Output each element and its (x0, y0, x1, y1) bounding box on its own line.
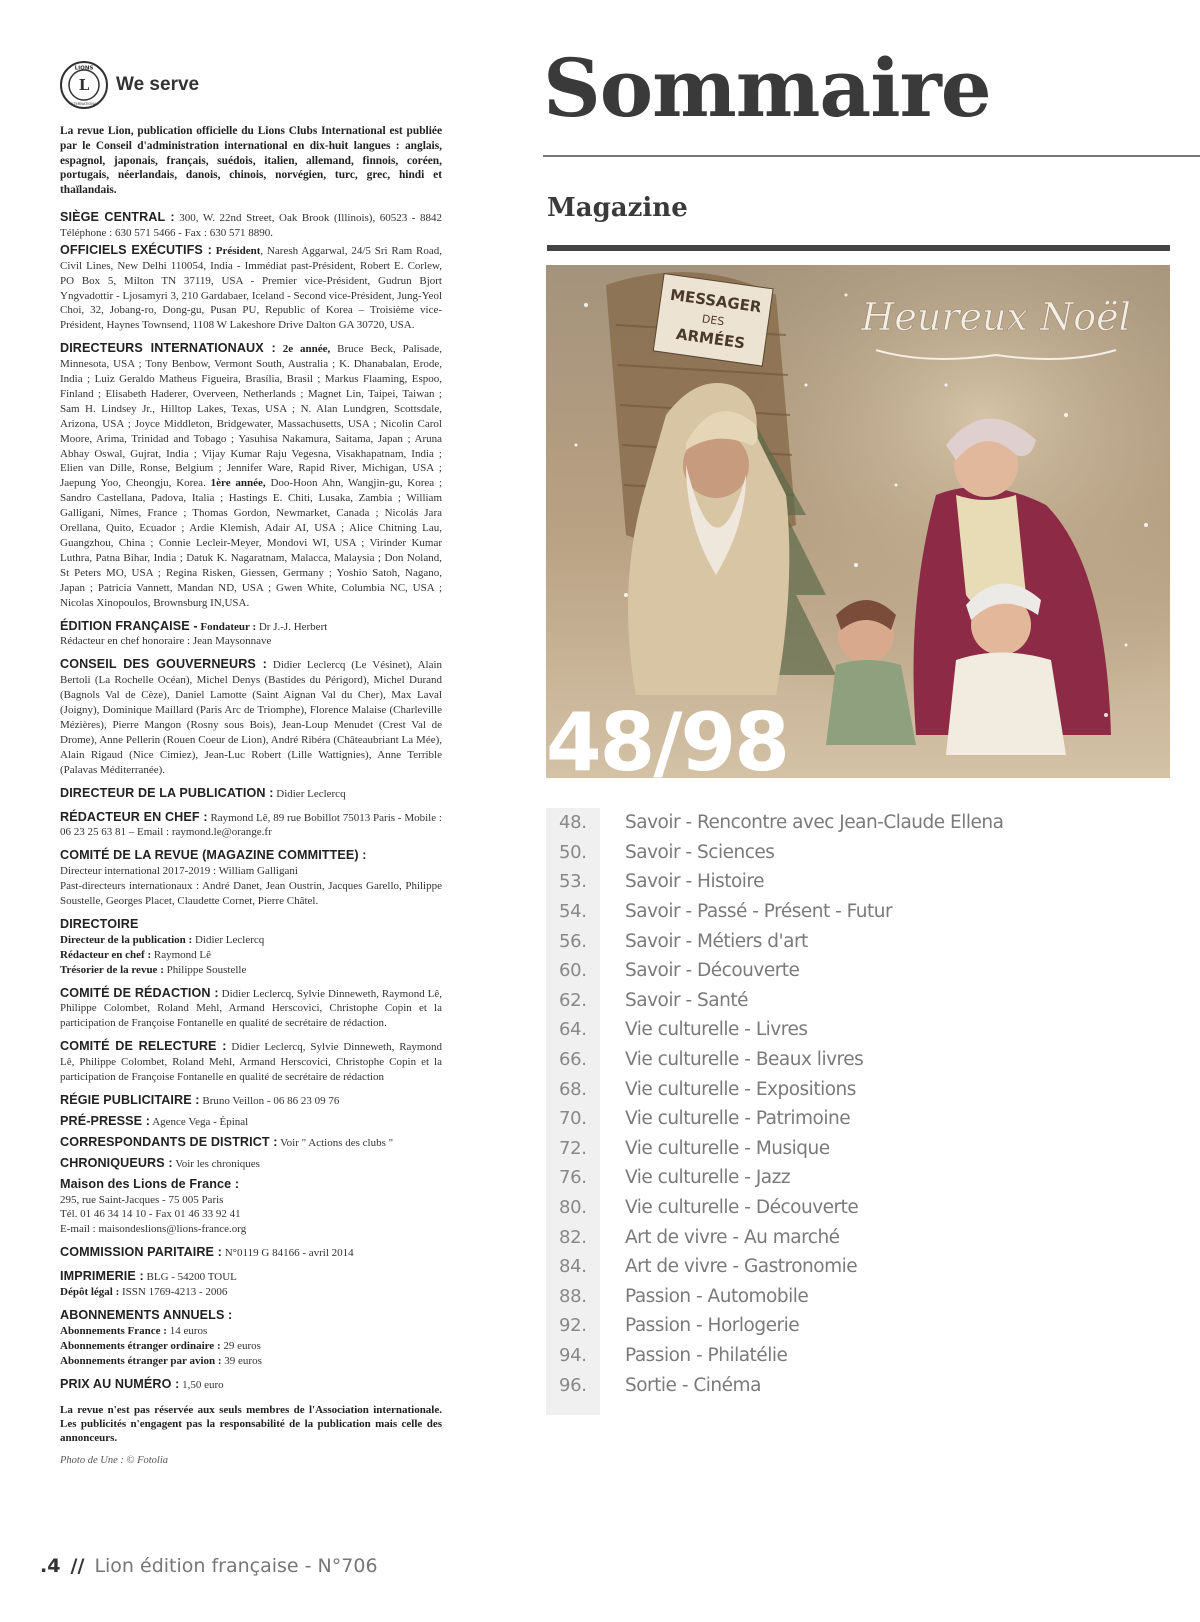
prepresse-block: PRÉ-PRESSE : Agence Vega - Épinal (60, 1113, 249, 1128)
maison-block: Maison des Lions de France : 295, rue Saint-Jacques - 75 005 Paris Tél. 01 46 34 14 10 - Fax 01 46 33 92 41 E-mail : maisondeslions@lions-france.org (60, 1176, 247, 1236)
page-footer (40, 1555, 378, 1577)
toc-page-number: 48. (559, 812, 587, 834)
toc-page-number: 72. (559, 1137, 587, 1159)
toc-entry[interactable] (546, 1311, 1106, 1341)
toc-entry[interactable] (546, 956, 1106, 986)
toc-entry[interactable] (546, 808, 1106, 838)
imprimerie-block: IMPRIMERIE : BLG - 54200 TOUL Dépôt légal : ISSN 1769-4213 - 2006 (60, 1269, 237, 1299)
toc-entry-label: Passion - Philatélie (625, 1344, 788, 1366)
section-title: Magazine (547, 193, 688, 223)
toc-page-number: 82. (559, 1226, 587, 1248)
section-divider (547, 245, 1170, 251)
toc-entry[interactable] (546, 1282, 1106, 1312)
title-divider (543, 155, 1200, 157)
toc-page-number: 70. (559, 1108, 587, 1130)
toc-entry[interactable] (546, 1104, 1106, 1134)
toc-entry[interactable] (546, 1222, 1106, 1252)
toc-page-number: 68. (559, 1078, 587, 1100)
masthead-column (60, 60, 442, 1466)
toc-entry[interactable] (546, 867, 1106, 897)
toc-entry[interactable] (546, 1074, 1106, 1104)
toc-entry-label: Vie culturelle - Découverte (625, 1197, 859, 1219)
toc-page-number: 54. (559, 901, 587, 923)
toc-entry[interactable] (546, 1252, 1106, 1282)
svg-text:INTERNATIONAL: INTERNATIONAL (69, 102, 99, 106)
directeur-publication-block: DIRECTEUR DE LA PUBLICATION : Didier Leclercq (60, 785, 346, 800)
edition-block: ÉDITION FRANÇAISE - Fondateur : Dr J.-J. Herbert Rédacteur en chef honoraire : Jean Maysonnave (60, 618, 328, 648)
toc-entry-label: Savoir - Sciences (625, 841, 775, 863)
toc-entry[interactable] (546, 986, 1106, 1016)
toc-entry-label: Passion - Horlogerie (625, 1315, 800, 1337)
toc-entry-label: Passion - Automobile (625, 1285, 809, 1307)
toc-entry[interactable] (546, 1163, 1106, 1193)
intro-paragraph: La revue Lion, publication officielle du Lions Clubs International est publiée par le Conseil d'administration international en dix-huit langues : anglais, espagnol, japonais, français, suédois, italien, allemand, finnois, coréen, portugais, néerlandais, danois, chinois, norvégien, turc, grec, hindi et thaïlandais. (60, 125, 442, 197)
officiels-block: OFFICIELS EXÉCUTIFS : Président, Naresh Aggarwal, 24/5 Sri Ram Road, Civil Lines, New Delhi 110054, India - Immédiat past-Président, Robert E. Corlew, PO Box 5, Milton TN 37119, USA - Premier vice-Président, Gudrun Bjort Yngvadottir - Ljosamyri 3, 210 Gardabaer, Iceland - Second vice-Président, Jung-Yeol Choi, 32, Jobang-ro, Dong-gu, Pusan PU, Republic of Korea – Troisième vice-Président, Haynes Townsend, 1108 W Lakeshore Drive Dalton GA 30720, USA. (60, 242, 442, 332)
toc-entry-label: Vie culturelle - Expositions (625, 1078, 856, 1100)
siege-block: SIÈGE CENTRAL : 300, W. 22nd Street, Oak Brook (Illinois), 60523 - 8842 Téléphone : 630 571 5466 - Fax : 630 571 8890. (60, 209, 442, 239)
chroniqueurs-block: CHRONIQUEURS : Voir les chroniques (60, 1155, 260, 1170)
page-number: .4 (40, 1555, 61, 1577)
toc-entry-label: Vie culturelle - Livres (625, 1019, 808, 1041)
maison-email: E-mail : maisondeslions@lions-france.org (60, 1223, 247, 1236)
directoire-block: DIRECTOIRE Directeur de la publication : Didier Leclercq Rédacteur en chef : Raymond Lê Trésorier de la revue : Philippe Soustelle (60, 916, 265, 976)
conseil-block: CONSEIL DES GOUVERNEURS : Didier Leclercq (Le Vésinet), Alain Bertoli (La Rochelle Océan), Michel Denys (Bastides du Périgord), Michel Durand (Bagnols Val de Cèze), Daniel Lamotte (Saint Aignan Val du Cher), Max Laval (Joigny), Dominique Maillard (Paris Arc de Triomphe), Florence Malaise (Charleville Mézières), Pierre Mangon (Rosny sous Bois), Jean-Loup Menudet (Crest Val de Drome), Anne Pellerin (Rouen Coeur de Lion), André Ribéra (Châteaubriant La Mée), Alain Rigaud (Nice Cimiez), Jean-Luc Robert (Lille Wattignies), Anne Terrible (Palavas Méditerranée). (60, 657, 443, 776)
toc-page-number: 88. (559, 1285, 587, 1307)
svg-text:ARMÉES: ARMÉES (674, 324, 747, 353)
regie-block: RÉGIE PUBLICITAIRE : Bruno Veillon - 06 86 23 09 76 (60, 1093, 340, 1108)
toc-page-number: 60. (559, 960, 587, 982)
toc-entry[interactable] (546, 1341, 1106, 1371)
photo-credit: Photo de Une : © Fotolia (60, 1455, 168, 1467)
prix-block: PRIX AU NUMÉRO : 1,50 euro (60, 1376, 224, 1391)
greeting-text: Heureux Noël (861, 295, 1131, 339)
abonnements-block: ABONNEMENTS ANNUELS : Abonnements France : 14 euros Abonnements étranger ordinaire : 29 euros Abonnements étranger par avion : 39 euros (60, 1307, 262, 1367)
footer-separator: // (70, 1555, 85, 1577)
toc-entry[interactable] (546, 1370, 1106, 1400)
page-title: Sommaire (543, 41, 991, 135)
toc-page-number: 66. (559, 1049, 587, 1071)
toc-entry-label: Vie culturelle - Beaux livres (625, 1049, 864, 1071)
table-of-contents (546, 808, 1106, 1400)
toc-entry[interactable] (546, 926, 1106, 956)
lions-header (60, 60, 442, 110)
toc-page-number: 56. (559, 930, 587, 952)
issue-page-range: 48/98 (546, 696, 788, 789)
toc-page-number: 50. (559, 841, 587, 863)
toc-entry-label: Sortie - Cinéma (625, 1374, 761, 1396)
correspondants-block: CORRESPONDANTS DE DISTRICT : Voir " Actions des clubs " (60, 1134, 394, 1149)
toc-entry-label: Art de vivre - Gastronomie (625, 1256, 858, 1278)
messager-sign (653, 274, 773, 367)
toc-entry-label: Vie culturelle - Jazz (625, 1167, 791, 1189)
disclaimer: La revue n'est pas réservée aux seuls membres de l'Association internationale. Les publicités n'engagent pas la responsabilité de la publication mais celle des annonceurs. (60, 1403, 442, 1445)
toc-page-number: 84. (559, 1256, 587, 1278)
publication-name: Lion édition française - N°706 (94, 1555, 378, 1577)
toc-page-number: 94. (559, 1344, 587, 1366)
toc-entry[interactable] (546, 1045, 1106, 1075)
toc-page-number: 64. (559, 1019, 587, 1041)
toc-page-number: 53. (559, 871, 587, 893)
toc-entry[interactable] (546, 1015, 1106, 1045)
toc-entry-label: Savoir - Rencontre avec Jean-Claude Ellena (625, 812, 1004, 834)
svg-text:L: L (78, 76, 90, 94)
motto: We serve (116, 74, 200, 95)
svg-text:DES: DES (701, 312, 726, 329)
lions-logo-icon (60, 61, 108, 109)
toc-entry[interactable] (546, 897, 1106, 927)
toc-entry[interactable] (546, 838, 1106, 868)
relecture-block: COMITÉ DE RELECTURE : Didier Leclercq, Sylvie Dinneweth, Raymond Lê, Philippe Colombet, Roland Mehl, Armand Herscovici, Christophe Copin et la participation de Françoise Fontanelle en qualité de secrétaire de rédaction (60, 1039, 442, 1084)
svg-text:MESSAGER: MESSAGER (669, 285, 763, 317)
toc-entry-label: Vie culturelle - Musique (625, 1137, 830, 1159)
toc-entry-label: Savoir - Santé (625, 989, 748, 1011)
directeurs-block: DIRECTEURS INTERNATIONAUX : 2e année, Bruce Beck, Palisade, Minnesota, USA ; Tony Benbow, Vermont South, Australia ; K. Dhanabalan, Erode, India ; Luiz Geraldo Matheus Figueira, Brasília, Brasil ; Markus Flaaming, Espoo, Finland ; Elisabeth Haderer, Overveen, Netherlands ; Magnet Lin, Taipei, Taiwan ; Sam H. Lindsey Jr., Hilltop Lakes, Texas, USA ; N. Alan Lundgren, Scottsdale, Arizona, USA ; Joyce Middleton, Bridgewater, Massachusetts, USA ; Nicolin Carol Moore, Arima, Trinidad and Tobago ; Yasuhisa Nakamura, Saitama, Japan ; Aruna Abhay Oswal, Gujrat, India ; Vijay Kumar Raju Vegesna, Visakhapatnam, India ; Elien van Dille, Ronse, Belgium ; Jennifer Ware, Rapid River, Michigan, USA ; Jaepung Yoo, Cheongju, Korea. 1ère année, Doo-Hoon Ahn, Wangjin-gu, Korea ; Sandro Castellana, Padova, Italia ; Hastings E. Chiti, Lusaka, Zambia ; William Galligani, Nîmes, France ; Thomas Gordon, Newmarket, Canada ; Nicolás Jara Orellana, Quito, Ecuador ; Ardie Klemish, Adair AI, USA ; Alice Chitning Lau, Guangzhou, China ; Connie Lecleir-Meyer, Mondovi WI, USA ; Virinder Kumar Luthra, Patna Bihar, India ; Datuk K. Nagaratnam, Malacca, Malaysia ; Don Noland, St Peters MO, USA ; Regina Risken, Giessen, Germany ; Yoshio Satoh, Nagano, Japan ; Patricia Vannett, Mandan ND, USA ; Gwen White, Columbia NC, USA ; Nicolas Xinopoulos, Brownsburg IN,USA. (60, 341, 442, 609)
toc-page-number: 62. (559, 989, 587, 1011)
redaction-block: COMITÉ DE RÉDACTION : Didier Leclercq, Sylvie Dinneweth, Raymond Lê, Philippe Colombet, Roland Mehl, Armand Herscovici, Christophe Copin et la participation de Françoise Fontanelle en qualité de secrétaire de rédaction. (60, 985, 442, 1030)
toc-page-number: 92. (559, 1315, 587, 1337)
comite-revue-block: COMITÉ DE LA REVUE (MAGAZINE COMMITTEE) : Directeur international 2017-2019 : William Galligani Past-directeurs internationaux : André Danet, Jean Oustrin, Jacques Garello, Philippe Soustelle, Georges Placet, Claudette Cornet, Pierre Châtel. (60, 848, 442, 908)
svg-text:LIONS: LIONS (74, 65, 94, 72)
toc-page-number: 76. (559, 1167, 587, 1189)
toc-entry[interactable] (546, 1193, 1106, 1223)
toc-entry-label: Art de vivre - Au marché (625, 1226, 840, 1248)
toc-page-number: 80. (559, 1197, 587, 1219)
toc-entry-label: Savoir - Histoire (625, 871, 765, 893)
toc-entry-label: Savoir - Métiers d'art (625, 930, 808, 952)
redacteur-block: RÉDACTEUR EN CHEF : Raymond Lê, 89 rue Bobillot 75013 Paris - Mobile : 06 23 25 63 81 – Email : raymond.le@orange.fr (60, 809, 442, 839)
toc-entry-label: Savoir - Passé - Présent - Futur (625, 901, 893, 923)
toc-page-number: 96. (559, 1374, 587, 1396)
toc-entry-label: Savoir - Découverte (625, 960, 800, 982)
toc-entry-label: Vie culturelle - Patrimoine (625, 1108, 851, 1130)
toc-entry[interactable] (546, 1134, 1106, 1164)
commission-block: COMMISSION PARITAIRE : N°0119 G 84166 - avril 2014 (60, 1245, 354, 1260)
